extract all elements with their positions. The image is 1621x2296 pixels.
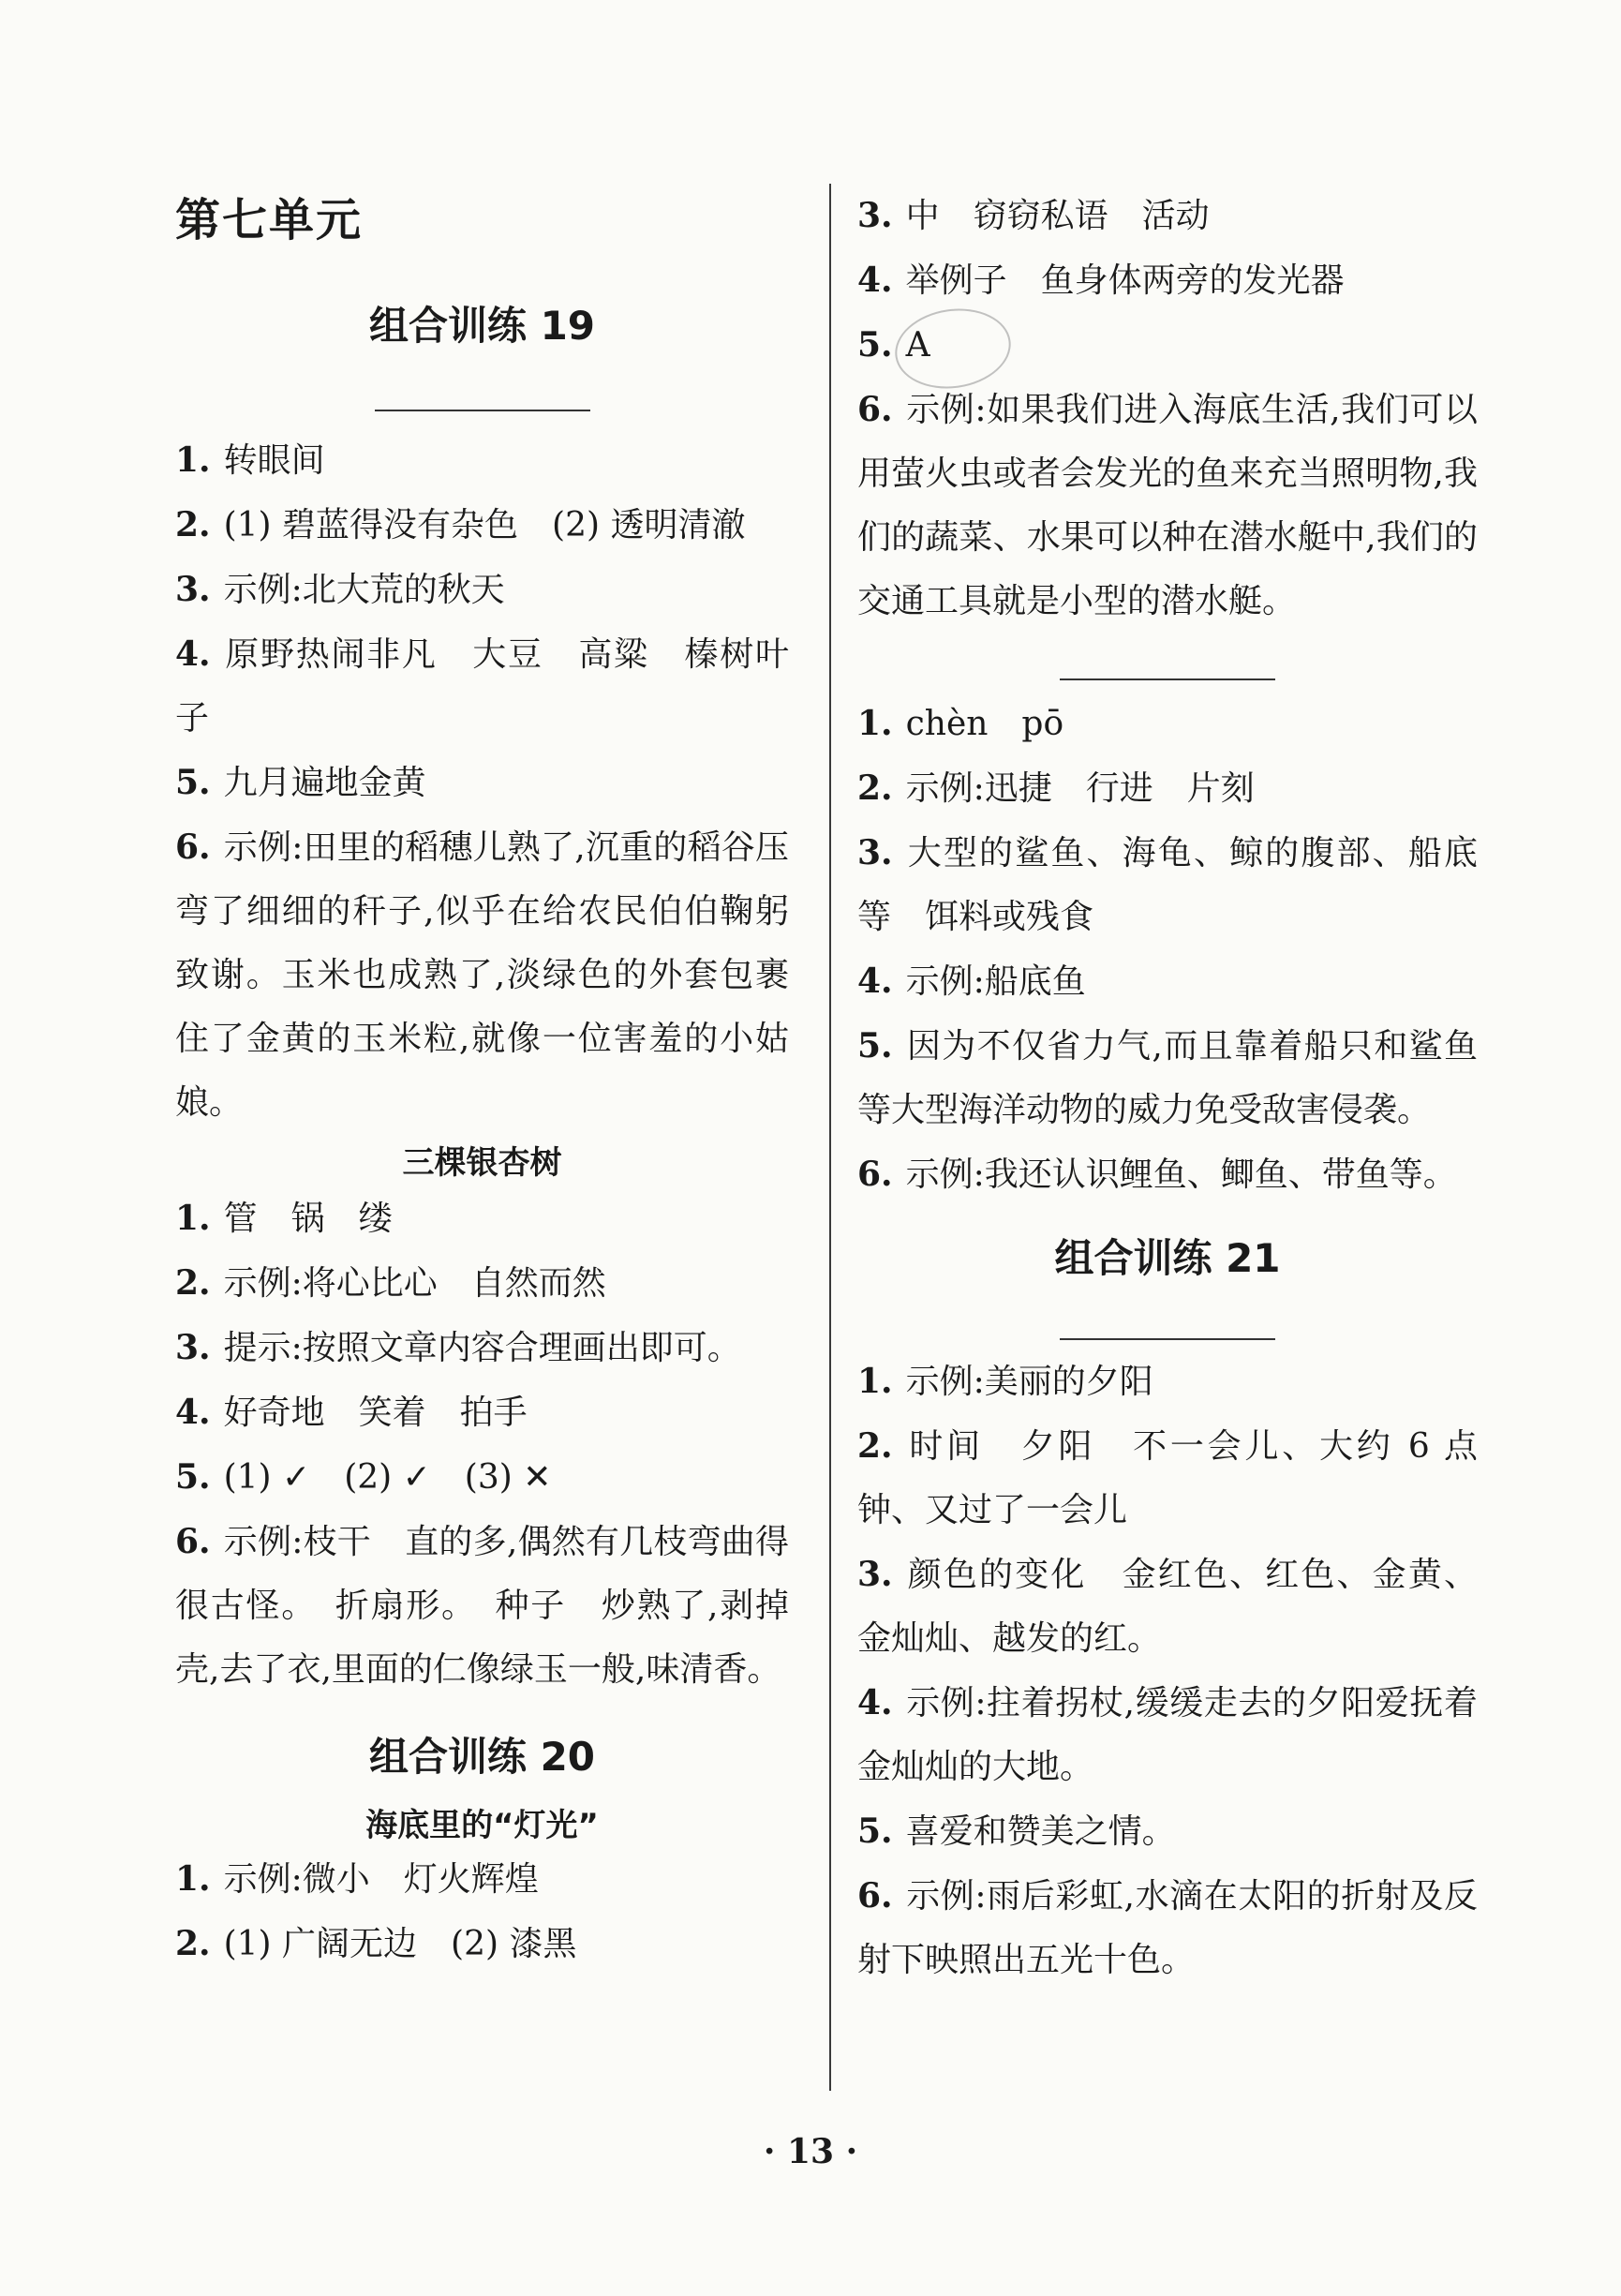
group-21-answers <box>857 1349 1478 1992</box>
answer-item: 6. 示例:雨后彩虹,水滴在太阳的折射及反射下映照出五光十色。 <box>857 1876 1478 1979</box>
answer-item: 6. 示例:我还认识鲤鱼、鲫鱼、带鱼等。 <box>857 1155 1457 1194</box>
group-20-part2-answers <box>857 692 1478 1207</box>
answer-item: 6. 示例:枝干 直的多,偶然有几枝弯曲得很古怪。 折扇形。 种子 炒熟了,剥掉壳,去了衣,里面的仁像绿玉一般,味清香。 <box>175 1522 789 1689</box>
answer-item: 2. 时间 夕阳 不一会儿、大约 6 点钟、又过了一会儿 <box>857 1426 1478 1529</box>
unit-title: 第七单元 <box>175 194 364 246</box>
answer-item: 2. 示例:迅捷 行进 片刻 <box>857 768 1255 808</box>
answer-item: 6. 示例:田里的稻穗儿熟了,沉重的稻谷压弯了细细的秆子,似乎在给农民伯伯鞠躬致谢。玉米也成熟了,淡绿色的外套包裹住了金黄的玉米粒,就像一位害羞的小姑娘。 <box>175 827 789 1122</box>
subsection-title-ginkgo: 三棵银杏树 <box>402 1144 562 1182</box>
subsection-title-light: 海底里的“灯光” <box>365 1807 599 1844</box>
answer-item: 2. 示例:将心比心 自然而然 <box>175 1263 606 1303</box>
answer-item: 6. 示例:如果我们进入海底生活,我们可以用萤火虫或者会发光的鱼来充当照明物,我们的蔬菜、水果可以种在潜水艇中,我们的交通工具就是小型的潜水艇。 <box>857 390 1478 620</box>
answer-item: 5. A <box>857 325 930 365</box>
answer-item: 1. 转眼间 <box>175 440 325 480</box>
left-column <box>175 184 789 1976</box>
group-title-21: 组合训练 21 <box>1054 1235 1281 1281</box>
answer-item: 1. chèn pō <box>857 704 1064 743</box>
answer-item: 4. 原野热闹非凡 大豆 高粱 榛树叶子 <box>175 634 789 738</box>
answer-item: 5. 喜爱和赞美之情。 <box>857 1811 1176 1851</box>
answer-item: 2. (1) 广阔无边 (2) 漆黑 <box>175 1924 577 1963</box>
answer-item: 3. 颜色的变化 金红色、红色、金黄、金灿灿、越发的红。 <box>857 1555 1478 1658</box>
answer-item: 5. (1) ✓ (2) ✓ (3) ✕ <box>175 1457 552 1497</box>
answer-item: 3. 提示:按照文章内容合理画出即可。 <box>175 1328 741 1367</box>
answer-item: 1. 示例:微小 灯火辉煌 <box>175 1859 539 1899</box>
answer-item: 3. 中 窃窃私语 活动 <box>857 196 1210 235</box>
group-title-19: 组合训练 19 <box>368 303 596 349</box>
group-title-20: 组合训练 20 <box>368 1734 596 1780</box>
right-column <box>857 184 1478 1992</box>
answer-item: 4. 示例:拄着拐杖,缓缓走去的夕阳爱抚着金灿灿的大地。 <box>857 1683 1478 1786</box>
group-20-continued-answers <box>857 184 1478 634</box>
page-number: · 13 · <box>763 2132 858 2171</box>
answer-item: 4. 示例:船底鱼 <box>857 962 1086 1001</box>
answer-item: 2. (1) 碧蓝得没有杂色 (2) 透明清澈 <box>175 505 746 544</box>
answer-item: 1. 示例:美丽的夕阳 <box>857 1362 1153 1401</box>
answer-item: 5. 九月遍地金黄 <box>175 763 426 802</box>
answer-item: 4. 举例子 鱼身体两旁的发光器 <box>857 261 1345 300</box>
answer-item: 4. 好奇地 笑着 拍手 <box>175 1393 528 1432</box>
group-20-answers <box>175 1847 789 1976</box>
answer-item: 5. 因为不仅省力气,而且靠着船只和鲨鱼等大型海洋动物的威力免受敌害侵袭。 <box>857 1026 1478 1129</box>
ginkgo-answers <box>175 1186 789 1702</box>
answer-item: 3. 示例:北大荒的秋天 <box>175 570 505 609</box>
group-19-answers <box>175 428 789 1135</box>
answer-item: 3. 大型的鲨鱼、海龟、鲸的腹部、船底等 饵料或残食 <box>857 833 1478 936</box>
answer-item: 1. 管 锅 缕 <box>175 1199 393 1238</box>
column-divider <box>829 184 831 2091</box>
